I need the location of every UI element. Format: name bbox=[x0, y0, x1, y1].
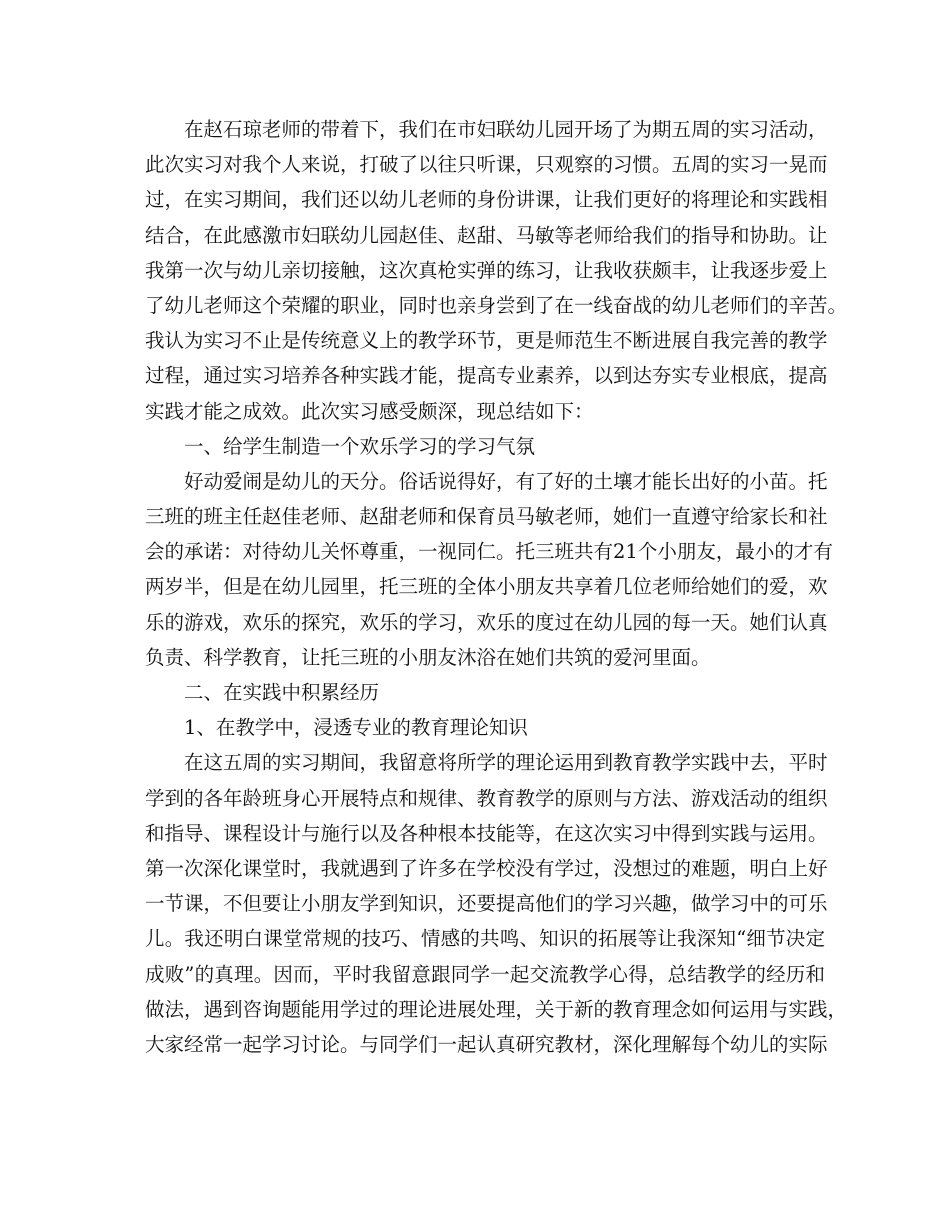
document-body bbox=[145, 112, 848, 1062]
text-line: 一、给学生制造一个欢乐学习的学习气氛 bbox=[184, 434, 536, 458]
text-line: 二、在实践中积累经历 bbox=[184, 681, 380, 704]
text-line: 了幼儿老师这个荣耀的职业，同时也亲身尝到了在一线奋战的幼儿老师们的辛苦。 bbox=[145, 293, 848, 317]
text-line: 做法，遇到咨询题能用学过的理论进展处理，关于新的教育理念如何运用与实践， bbox=[145, 997, 848, 1021]
text-line: 第一次深化课堂时，我就遇到了许多在学校没有学过，没想过的难题，明白上好 bbox=[145, 856, 828, 880]
text-line: 好动爱闹是幼儿的天分。俗话说得好，有了好的土壤才能长出好的小苗。托 bbox=[184, 469, 828, 493]
text-line: 我认为实习不止是传统意义上的教学环节，更是师范生不断进展自我完善的教学 bbox=[145, 329, 828, 353]
text-line: 两岁半，但是在幼儿园里，托三班的全体小朋友共享着几位老师给她们的爱，欢 bbox=[145, 575, 828, 599]
text-line: 在这五周的实习期间，我留意将所学的理论运用到教育教学实践中去，平时 bbox=[184, 751, 828, 775]
text-line: 此次实习对我个人来说，打破了以往只听课，只观察的习惯。五周的实习一晃而 bbox=[145, 153, 828, 177]
text-line: 我第一次与幼儿亲切接触，这次真枪实弹的练习，让我收获颇丰，让我逐步爱上 bbox=[145, 258, 828, 282]
text-line: 1、在教学中，浸透专业的教育理论知识 bbox=[184, 716, 528, 740]
text-line: 三班的班主任赵佳老师、赵甜老师和保育员马敏老师，她们一直遵守给家长和社 bbox=[145, 505, 828, 529]
text-line: 负责、科学教育，让托三班的小朋友沐浴在她们共筑的爱河里面。 bbox=[145, 645, 711, 669]
text-line: 过，在实习期间，我们还以幼儿老师的身份讲课，让我们更好的将理论和实践相 bbox=[145, 188, 828, 212]
text-line: 实践才能之成效。此次实习感受颇深，现总结如下： bbox=[145, 399, 594, 423]
text-line: 儿。我还明白课堂常规的技巧、情感的共鸣、知识的拓展等让我深知“细节决定 bbox=[145, 927, 825, 951]
text-line: 一节课，不但要让小朋友学到知识，还要提高他们的学习兴趣，做学习中的可乐 bbox=[145, 892, 828, 916]
text-line: 成败”的真理。因而，平时我留意跟同学一起交流教学心得，总结教学的经历和 bbox=[145, 962, 825, 986]
text-line: 结合，在此感激市妇联幼儿园赵佳、赵甜、马敏等老师给我们的指导和协助。让 bbox=[145, 223, 828, 247]
text-line: 乐的游戏，欢乐的探究，欢乐的学习，欢乐的度过在幼儿园的每一天。她们认真 bbox=[145, 610, 828, 634]
text-line: 在赵石琼老师的带着下，我们在市妇联幼儿园开场了为期五周的实习活动， bbox=[184, 118, 828, 141]
text-line: 学到的各年龄班身心开展特点和规律、教育教学的原则与方法、游戏活动的组织 bbox=[145, 786, 828, 810]
text-line: 过程，通过实习培养各种实践才能，提高专业素养，以到达夯实专业根底，提高 bbox=[145, 364, 828, 388]
text-line: 大家经常一起学习讨论。与同学们一起认真研究教材，深化理解每个幼儿的实际 bbox=[145, 1032, 828, 1056]
text-line: 和指导、课程设计与施行以及各种根本技能等，在这次实习中得到实践与运用。 bbox=[145, 821, 828, 845]
text-line: 会的承诺：对待幼儿关怀尊重，一视同仁。托三班共有21个小朋友，最小的才有 bbox=[145, 540, 833, 564]
